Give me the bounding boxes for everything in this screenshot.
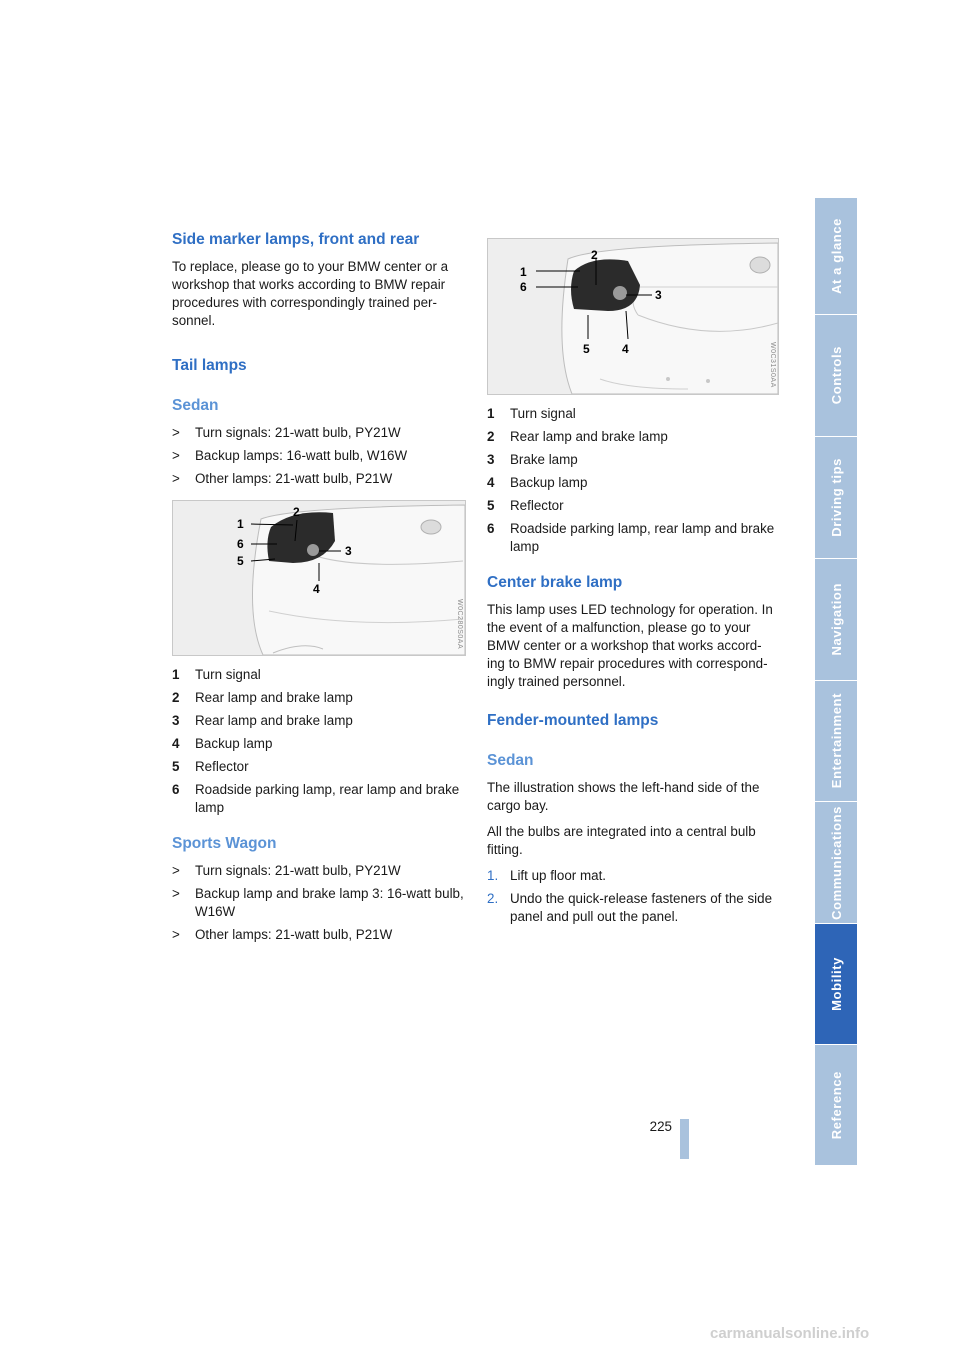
callout-6: 6: [520, 280, 527, 294]
tab-entertainment[interactable]: Entertainment: [815, 681, 857, 802]
tab-at-a-glance[interactable]: At a glance: [815, 198, 857, 315]
tab-communications[interactable]: Communications: [815, 802, 857, 924]
left-column: [172, 230, 464, 949]
step-item: 2. Undo the quick-release fasteners of the side panel and pull out the panel.: [487, 891, 773, 924]
sedan-heading: Sedan: [172, 397, 219, 414]
tab-driving-tips[interactable]: Driving tips: [815, 437, 857, 559]
legend-item: 6 Roadside parking lamp, rear lamp and brake lamp: [487, 521, 775, 554]
bullet-item: > Backup lamp and brake lamp 3: 16-watt bulb, W16W: [172, 886, 464, 919]
sedan-bullets: [172, 424, 464, 488]
tab-reference[interactable]: Reference: [815, 1045, 857, 1166]
bullet-item: > Other lamps: 21-watt bulb, P21W: [172, 471, 393, 486]
side-marker-text: To replace, please go to your BMW center or a workshop that works according to BMW repair procedures with correspondingly trained per-sonnel.: [172, 259, 449, 328]
step-item: 1. Lift up floor mat.: [487, 868, 607, 883]
sedan-tail-lamp-illustration: [172, 500, 466, 656]
legend-item: 3 Brake lamp: [487, 452, 578, 467]
illustration-code: W0C31S0AA: [769, 342, 776, 388]
callout-1: 1: [237, 517, 244, 531]
bullet-item: > Backup lamps: 16-watt bulb, W16W: [172, 448, 408, 463]
callout-3: 3: [655, 288, 662, 302]
callout-1: 1: [520, 265, 527, 279]
fender-heading: Fender-mounted lamps: [487, 712, 659, 729]
legend-item: 5 Reflector: [487, 498, 564, 513]
fender-text-2: All the bulbs are integrated into a central bulb fitting.: [487, 824, 756, 857]
callout-5: 5: [583, 342, 590, 356]
right-column: [487, 238, 779, 931]
page-number-bar: [680, 1119, 689, 1159]
callout-6: 6: [237, 537, 244, 551]
sedan-tail-lamp-drawing: [173, 501, 465, 655]
fender-text-1: The illustration shows the left-hand side of the cargo bay.: [487, 780, 760, 813]
legend-item: 1 Turn signal: [172, 667, 261, 682]
legend-item: 4 Backup lamp: [487, 475, 588, 490]
legend-item: 5 Reflector: [172, 759, 249, 774]
callout-4: 4: [313, 582, 320, 596]
sedan-legend: [172, 666, 464, 817]
callout-2: 2: [293, 505, 300, 519]
callout-5: 5: [237, 554, 244, 568]
center-brake-heading: Center brake lamp: [487, 574, 623, 591]
wagon-tail-lamp-drawing: [488, 239, 778, 394]
legend-item: 6 Roadside parking lamp, rear lamp and brake lamp: [172, 782, 460, 815]
fender-sedan-heading: Sedan: [487, 752, 534, 769]
side-marker-heading: Side marker lamps, front and rear: [172, 231, 420, 248]
tail-lamps-heading: Tail lamps: [172, 357, 247, 374]
legend-item: 1 Turn signal: [487, 406, 576, 421]
sports-wagon-bullets: [172, 862, 464, 944]
legend-item: 2 Rear lamp and brake lamp: [487, 429, 668, 444]
legend-item: 2 Rear lamp and brake lamp: [172, 690, 353, 705]
chapter-tabs: [815, 198, 857, 1166]
illustration-code: W0C280S0AA: [456, 598, 463, 649]
bullet-item: > Other lamps: 21-watt bulb, P21W: [172, 927, 393, 942]
fender-steps: [487, 867, 779, 926]
callout-2: 2: [591, 248, 598, 262]
legend-item: 4 Backup lamp: [172, 736, 273, 751]
page-number: 225: [649, 1119, 672, 1134]
center-brake-text: This lamp uses LED technology for operation. In the event of a malfunction, please go to your BMW center or a workshop that works accord-ing to BMW repair procedures with correspond-ingly trained personnel.: [487, 602, 773, 689]
watermark: carmanualsonline.info: [710, 1325, 870, 1342]
callout-4: 4: [622, 342, 629, 356]
sports-wagon-heading: Sports Wagon: [172, 835, 277, 852]
legend-item: 3 Rear lamp and brake lamp: [172, 713, 353, 728]
bullet-item: > Turn signals: 21-watt bulb, PY21W: [172, 863, 401, 878]
wagon-legend: [487, 405, 779, 556]
tab-mobility[interactable]: Mobility: [815, 924, 857, 1045]
wagon-tail-lamp-illustration: [487, 238, 779, 395]
tab-controls[interactable]: Controls: [815, 315, 857, 437]
callout-3: 3: [345, 544, 352, 558]
tab-navigation[interactable]: Navigation: [815, 559, 857, 681]
bullet-item: > Turn signals: 21-watt bulb, PY21W: [172, 425, 401, 440]
